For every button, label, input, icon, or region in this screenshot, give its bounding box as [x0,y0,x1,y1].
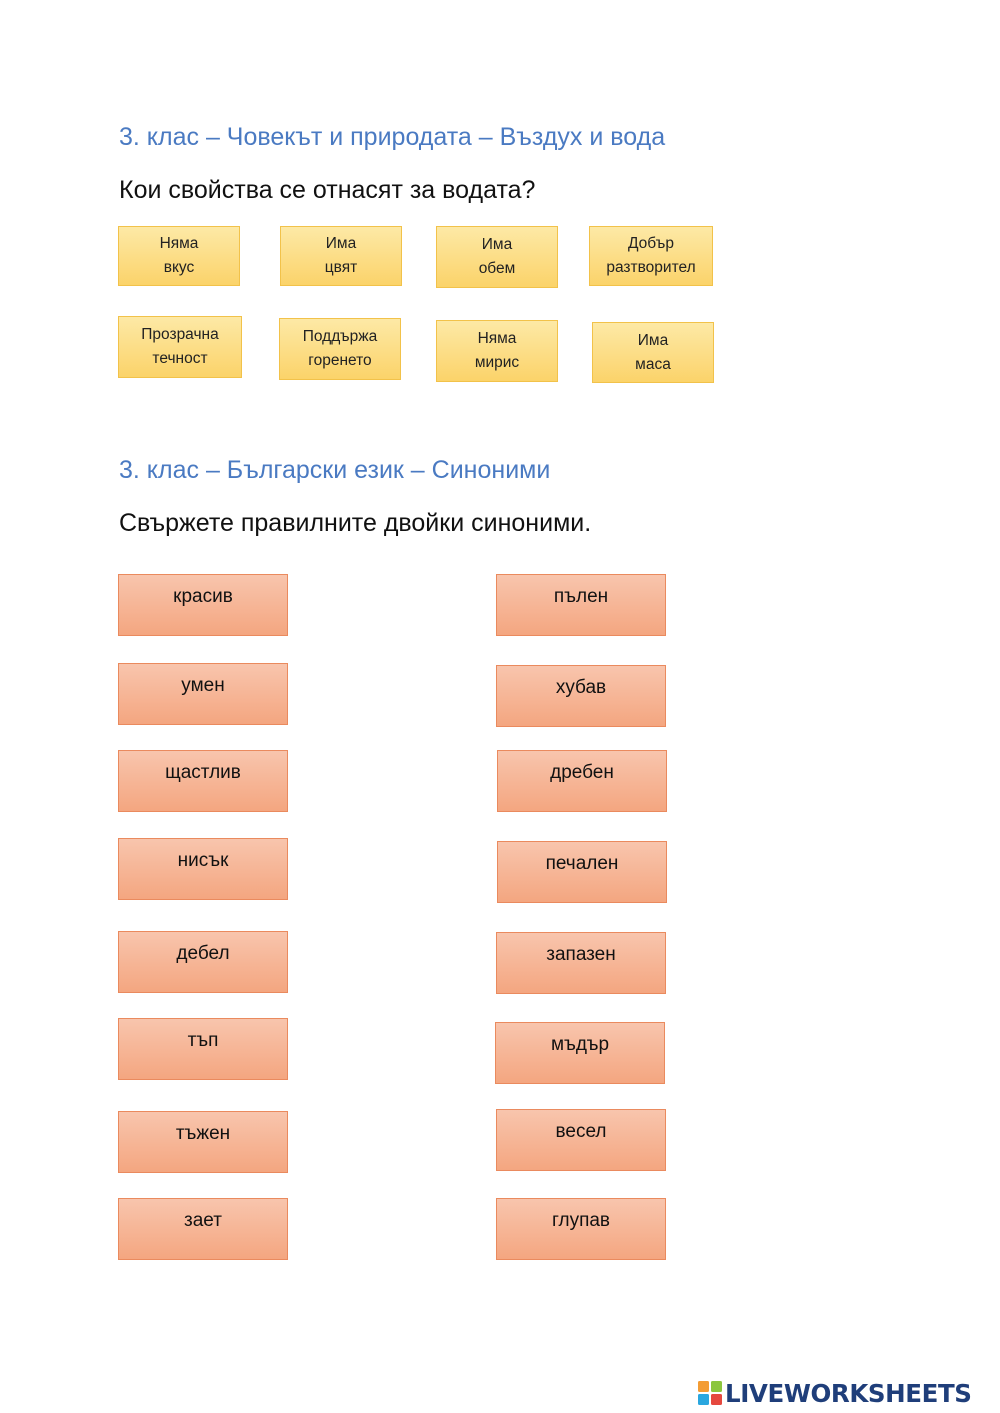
card-label-line1: Добър [628,235,674,252]
property-card-supports-burning[interactable] [279,318,401,380]
word-label: хубав [555,677,607,698]
section1-heading: 3. клас – Човекът и природата – Въздух и вода [119,123,666,151]
left-word-box[interactable] [118,1111,288,1173]
property-card-transparent-liquid[interactable] [118,316,242,378]
card-label-line1: Поддържа [302,328,378,345]
word-label: мъдър [550,1034,610,1055]
right-word-box[interactable] [496,1109,666,1171]
card-label-line1: Има [325,235,357,252]
word-label: пълен [553,586,609,607]
card-label-line2: вкус [163,259,195,276]
right-word-box[interactable] [496,1198,666,1260]
liveworksheets-logo-icon [698,1381,722,1405]
card-label-line1: Прозрачна [141,326,219,343]
card-label-line2: течност [152,350,208,367]
brand-name: LIVEWORKSHEETS [725,1378,972,1408]
right-word-box[interactable] [496,932,666,994]
property-card-no-taste[interactable] [118,226,240,286]
left-word-box[interactable] [118,838,288,900]
card-label-line2: мирис [474,354,520,371]
word-label: глупав [551,1210,611,1231]
card-label-line2: цвят [324,259,358,276]
liveworksheets-logo [698,1378,972,1408]
left-word-box[interactable] [118,1018,288,1080]
left-word-box[interactable] [118,574,288,636]
word-label: умен [181,675,225,696]
card-label-line1: Има [481,236,513,253]
left-word-box[interactable] [118,750,288,812]
left-word-box[interactable] [118,1198,288,1260]
card-label-line2: обем [478,260,516,277]
word-label: запазен [546,944,616,965]
card-label-line2: горенето [308,352,372,369]
property-card-has-mass[interactable] [592,322,714,383]
word-label: весел [555,1121,607,1142]
left-word-box[interactable] [118,663,288,725]
word-label: печален [545,853,619,874]
word-label: щастлив [165,762,241,783]
right-word-box[interactable] [497,750,667,812]
card-label-line2: маса [635,355,671,373]
section2-heading: 3. клас – Български език – Синоними [119,456,551,484]
property-card-has-volume[interactable] [436,226,558,288]
property-card-good-solvent[interactable] [589,226,713,286]
section1-question: Кои свойства се отнасят за водата? [119,176,536,204]
word-label: тъп [187,1030,219,1051]
left-word-box[interactable] [118,931,288,993]
right-word-box[interactable] [497,841,667,903]
property-card-has-color[interactable] [280,226,402,286]
property-card-no-smell[interactable] [436,320,558,382]
card-label-line2: разтворител [606,259,696,276]
right-word-box[interactable] [496,665,666,727]
word-label: дебел [176,943,230,964]
card-label-line1: Има [637,331,669,349]
right-word-box[interactable] [496,574,666,636]
word-label: нисък [177,850,229,871]
word-label: тъжен [175,1123,231,1144]
right-word-box[interactable] [495,1022,665,1084]
card-label-line1: Няма [159,235,199,252]
word-label: красив [173,586,233,607]
word-label: зает [184,1210,222,1231]
card-label-line1: Няма [477,330,517,347]
word-label: дребен [550,762,614,783]
section2-question: Свържете правилните двойки синоними. [119,509,592,537]
